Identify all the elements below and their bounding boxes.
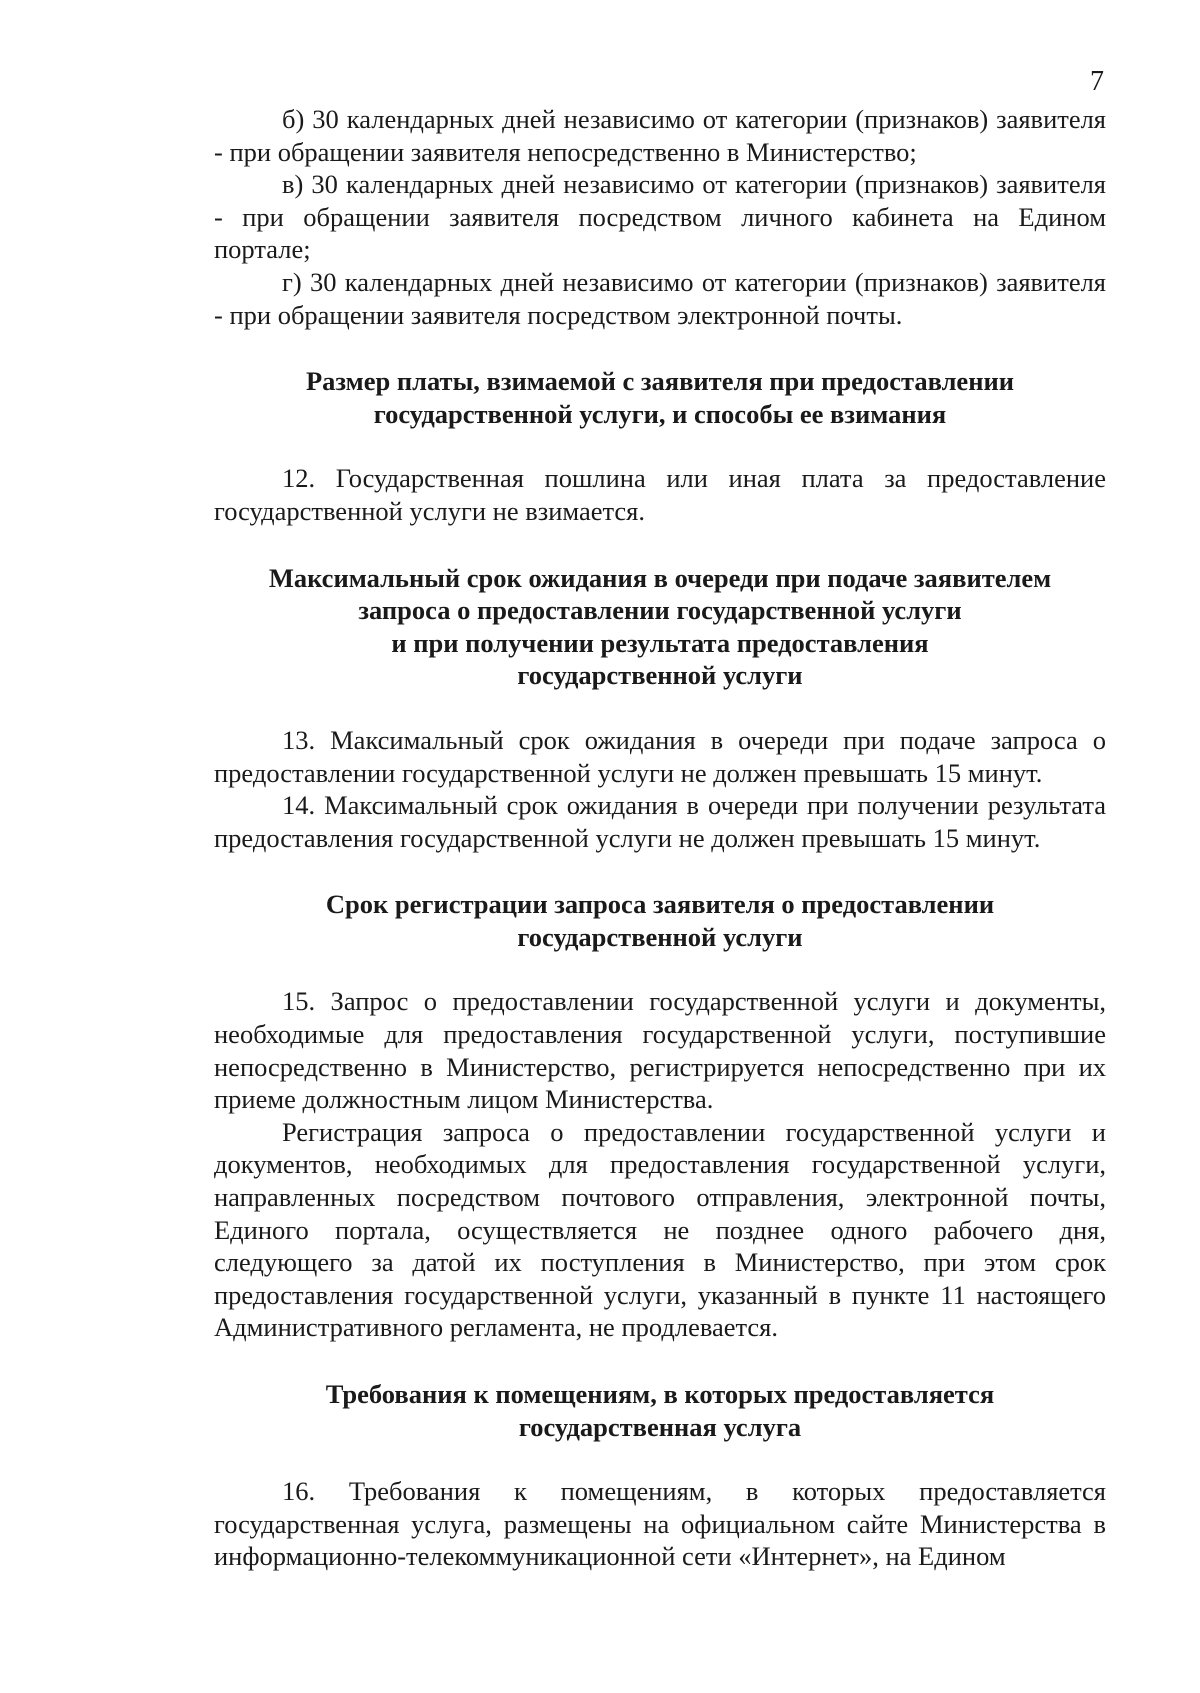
paragraph-11b: б) 30 календарных дней независимо от категории (признаков) заявителя - при обращении заявителя непосредственно в Министерство; [214,104,1106,167]
heading-line: государственной услуги, и способы ее взимания [373,398,947,429]
heading-line: государственной услуги [517,660,803,691]
heading-payment [214,365,1106,430]
page-number: 7 [1090,66,1104,97]
heading-line: государственной услуги [517,921,803,952]
paragraph-15: 15. Запрос о предоставлении государственной услуги и документы, необходимые для предоставления государственной услуги, поступившие непосредственно в Министерство, регистрируется непосредственно при их приеме должностным лицом Министерства. [214,986,1106,1115]
heading-queue-time [214,562,1106,692]
paragraph-16: 16. Требования к помещениям, в которых предоставляется государственная услуга, размещены на официальном сайте Министерства в информационно-телекоммуникационной сети «Интернет», на Едином [214,1476,1106,1572]
heading-line: и при получении результата предоставления [391,627,929,658]
heading-line: Размер платы, взимаемой с заявителя при предоставлении [305,366,1015,397]
heading-premises-requirements [214,1378,1106,1443]
document-body [214,103,1106,1573]
paragraph-11g: г) 30 календарных дней независимо от категории (признаков) заявителя - при обращении заявителя посредством электронной почты. [214,266,1106,330]
heading-line: Срок регистрации запроса заявителя о предоставлении [325,889,995,920]
heading-line: запроса о предоставлении государственной услуги [358,595,962,626]
paragraph-12: 12. Государственная пошлина или иная плата за предоставление государственной услуги не взимается. [214,463,1106,526]
paragraph-11v: в) 30 календарных дней независимо от категории (признаков) заявителя - при обращении заявителя посредством личного кабинета на Едином портале; [214,169,1106,265]
heading-line: Максимальный срок ожидания в очереди при подаче заявителем [268,562,1052,593]
heading-registration-term [214,888,1106,953]
heading-line: государственная услуга [518,1411,802,1442]
paragraph-14: 14. Максимальный срок ожидания в очереди при получении результата предоставления государственной услуги не должен превышать 15 минут. [214,790,1106,853]
paragraph-15-registration: Регистрация запроса о предоставлении государственной услуги и документов, необходимых для предоставления государственной услуги, направленных посредством почтового отправления, электронной почты, Единого портала, осуществляется не позднее одного рабочего дня, следующего за датой их поступления в Министерство, при этом срок предоставления государственной услуги, указанный в пункте 11 настоящего Административного регламента, не продлевается. [214,1116,1106,1343]
paragraph-13: 13. Максимальный срок ожидания в очереди при подаче запроса о предоставлении государственной услуги не должен превышать 15 минут. [214,724,1106,788]
heading-line: Требования к помещениям, в которых предоставляется [325,1379,995,1409]
